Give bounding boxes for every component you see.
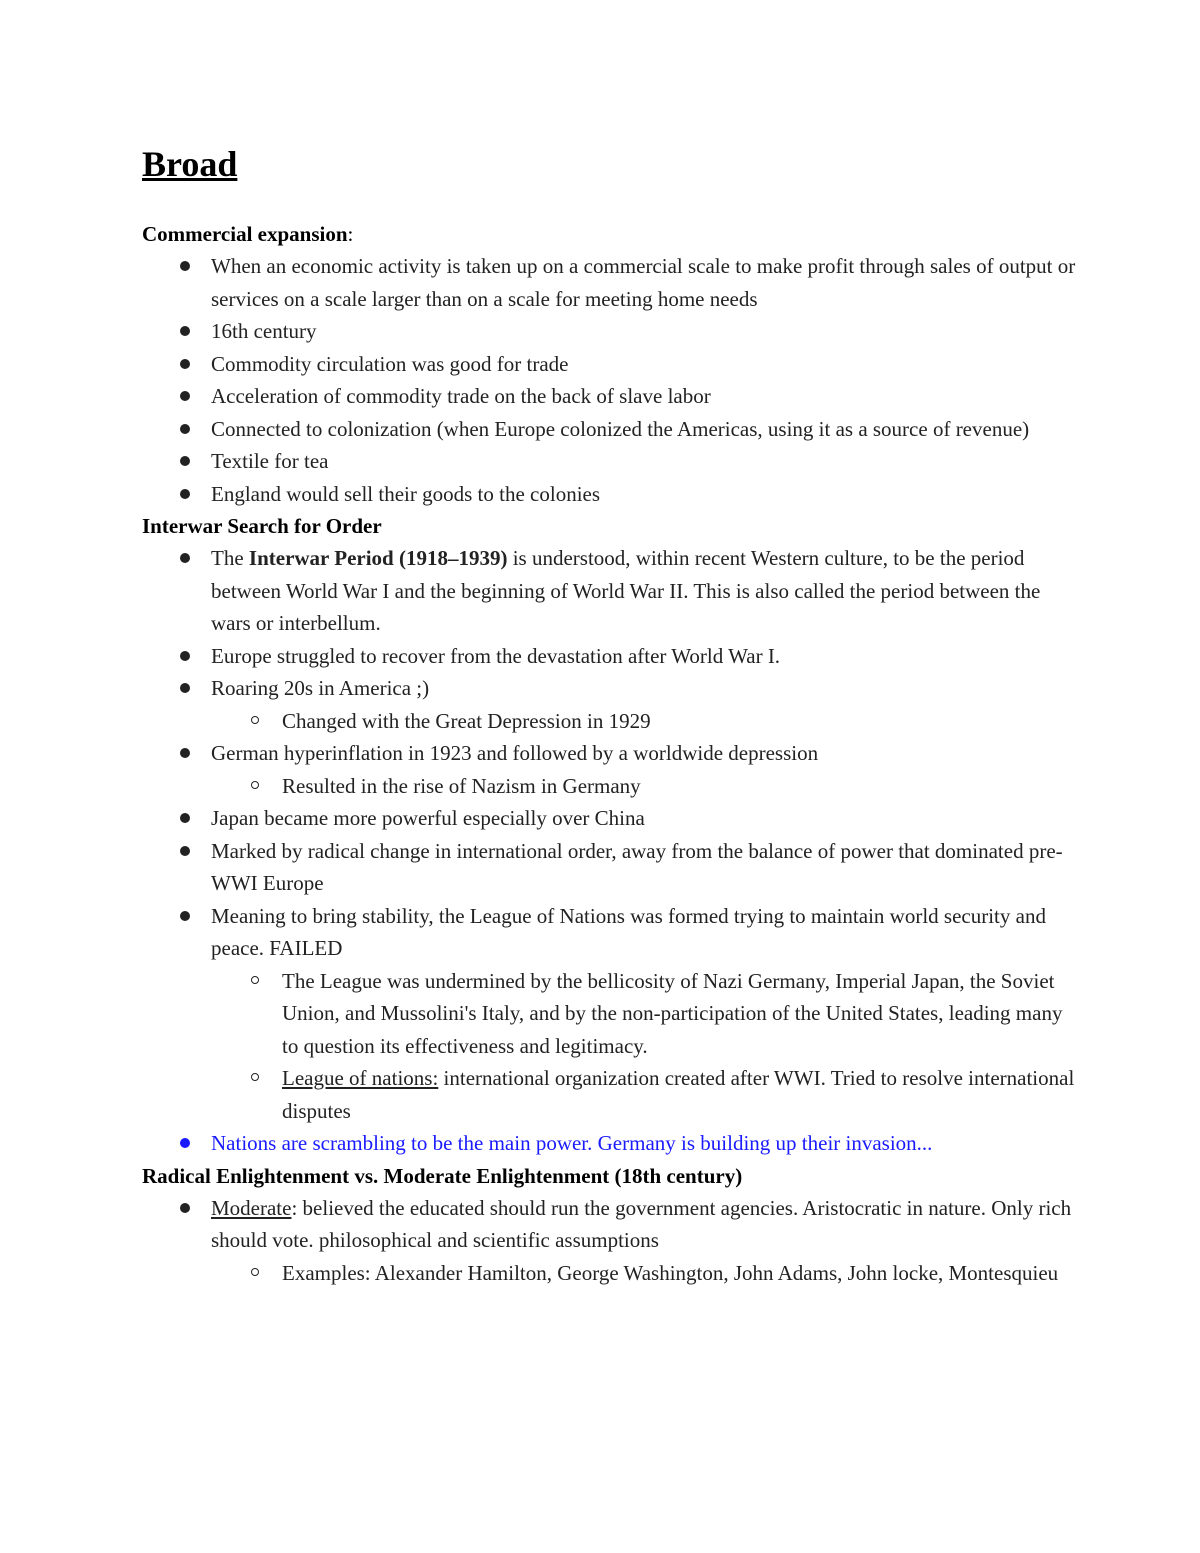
list-item [142,835,1082,900]
list-item [142,380,1082,413]
list-item-text: Japan became more powerful especially over China [211,806,645,830]
list-item [142,315,1082,348]
bullet-disc-icon [180,553,190,563]
bullet-disc-icon [180,911,190,921]
list-item-text: : believed the educated should run the government agencies. Aristocratic in nature. Only rich should vote. philosophical and scientific assumptions [211,1195,1072,1252]
list-item-text: Marked by radical change in international order, away from the balance of power that dominated pre-WWI Europe [211,838,1063,895]
bullet-disc-icon [180,651,190,661]
sub-list-item [211,1257,1082,1290]
list-item [142,802,1082,835]
bullet-disc-icon [180,813,190,823]
sub-list [211,1257,1082,1290]
list-item [142,478,1082,511]
list-item-text: Meaning to bring stability, the League of Nations was formed trying to maintain world security and peace. FAILED [211,903,1046,960]
bullet-circle-icon [251,1073,259,1081]
section-heading-commercial-expansion [142,218,1082,250]
list-item-text: Nations are scrambling to be the main power. Germany is building up their invasion... [211,1131,933,1155]
bullet-circle-icon [251,1268,259,1276]
list-item-text-post: is understood, within recent Western culture, to be the period between World War I and the beginning of World War II. This is also called the period between the wars or interbellum. [211,546,1041,635]
document-page [142,140,1082,1289]
list-item [142,348,1082,381]
bullet-disc-icon [180,1203,190,1213]
bullet-disc-icon [180,326,190,336]
commercial-expansion-list [142,250,1082,510]
heading-suffix: : [347,222,354,246]
list-item-text: Commodity circulation was good for trade [211,351,569,376]
sub-list-item-text: Changed with the Great Depression in 1929 [282,708,651,733]
sub-list-item-text: international organization created after WWI. Tried to resolve international disputes [282,1066,1075,1123]
list-item-text: Acceleration of commodity trade on the back of slave labor [211,384,711,408]
bullet-circle-icon [251,716,259,724]
list-item [142,737,1082,802]
interwar-list [142,542,1082,1160]
bullet-disc-icon [180,489,190,499]
list-item-text-pre: The [211,546,249,570]
list-item-text: Textile for tea [211,449,329,473]
list-item-highlighted [142,1127,1082,1160]
list-item-bold-term: Interwar Period (1918–1939) [248,546,508,570]
bullet-disc-icon [180,846,190,856]
bullet-disc-icon [180,748,190,758]
sub-list-item [211,770,1082,803]
sub-list [211,705,1082,738]
page-title: Broad [142,144,238,184]
sub-list-item [211,705,1082,738]
list-item [142,250,1082,315]
sub-list [211,770,1082,803]
sub-list [211,965,1082,1128]
sub-list-item-text: Examples: Alexander Hamilton, George Washington, John Adams, John locke, Montesquieu [282,1260,1059,1285]
list-item [142,640,1082,673]
section-heading-interwar: Interwar Search for Order [142,514,382,538]
list-item-text: German hyperinflation in 1923 and followed by a worldwide depression [211,741,819,765]
underlined-term: Moderate [211,1195,292,1220]
section-heading-enlightenment: Radical Enlightenment vs. Moderate Enlightenment (18th century) [142,1163,743,1188]
sub-list-item [211,1062,1082,1127]
list-item-text: England would sell their goods to the colonies [211,481,601,506]
sub-list-item-text: Resulted in the rise of Nazism in Germany [282,773,641,798]
bullet-disc-icon [180,359,190,369]
sub-list-item [211,965,1082,1063]
bullet-circle-icon [251,976,259,984]
list-item [142,445,1082,478]
bullet-circle-icon [251,781,259,789]
list-item [142,672,1082,737]
bullet-disc-icon [180,424,190,434]
heading-text: Commercial expansion [142,222,348,246]
list-item [142,900,1082,1128]
enlightenment-list [142,1192,1082,1290]
list-item-text: 16th century [211,319,317,343]
sub-list-item-text: The League was undermined by the bellicosity of Nazi Germany, Imperial Japan, the Soviet Union, and Mussolini's Italy, and by the non-participation of the United States, leading many to question its effectiveness and legitimacy. [282,968,1063,1058]
list-item [142,413,1082,446]
list-item-text: When an economic activity is taken up on a commercial scale to make profit through sales of output or services on a scale larger than on a scale for meeting home needs [211,254,1076,311]
bullet-disc-icon [180,391,190,401]
list-item-text: Connected to colonization (when Europe colonized the Americas, using it as a source of revenue) [211,416,1030,441]
list-item [142,542,1082,640]
bullet-disc-icon [180,456,190,466]
underlined-term: League of nations: [282,1066,439,1090]
list-item-text: Europe struggled to recover from the devastation after World War I. [211,643,781,668]
list-item-text: Roaring 20s in America ;) [211,676,430,700]
bullet-disc-icon [180,1138,190,1148]
bullet-disc-icon [180,261,190,271]
bullet-disc-icon [180,683,190,693]
list-item [142,1192,1082,1290]
